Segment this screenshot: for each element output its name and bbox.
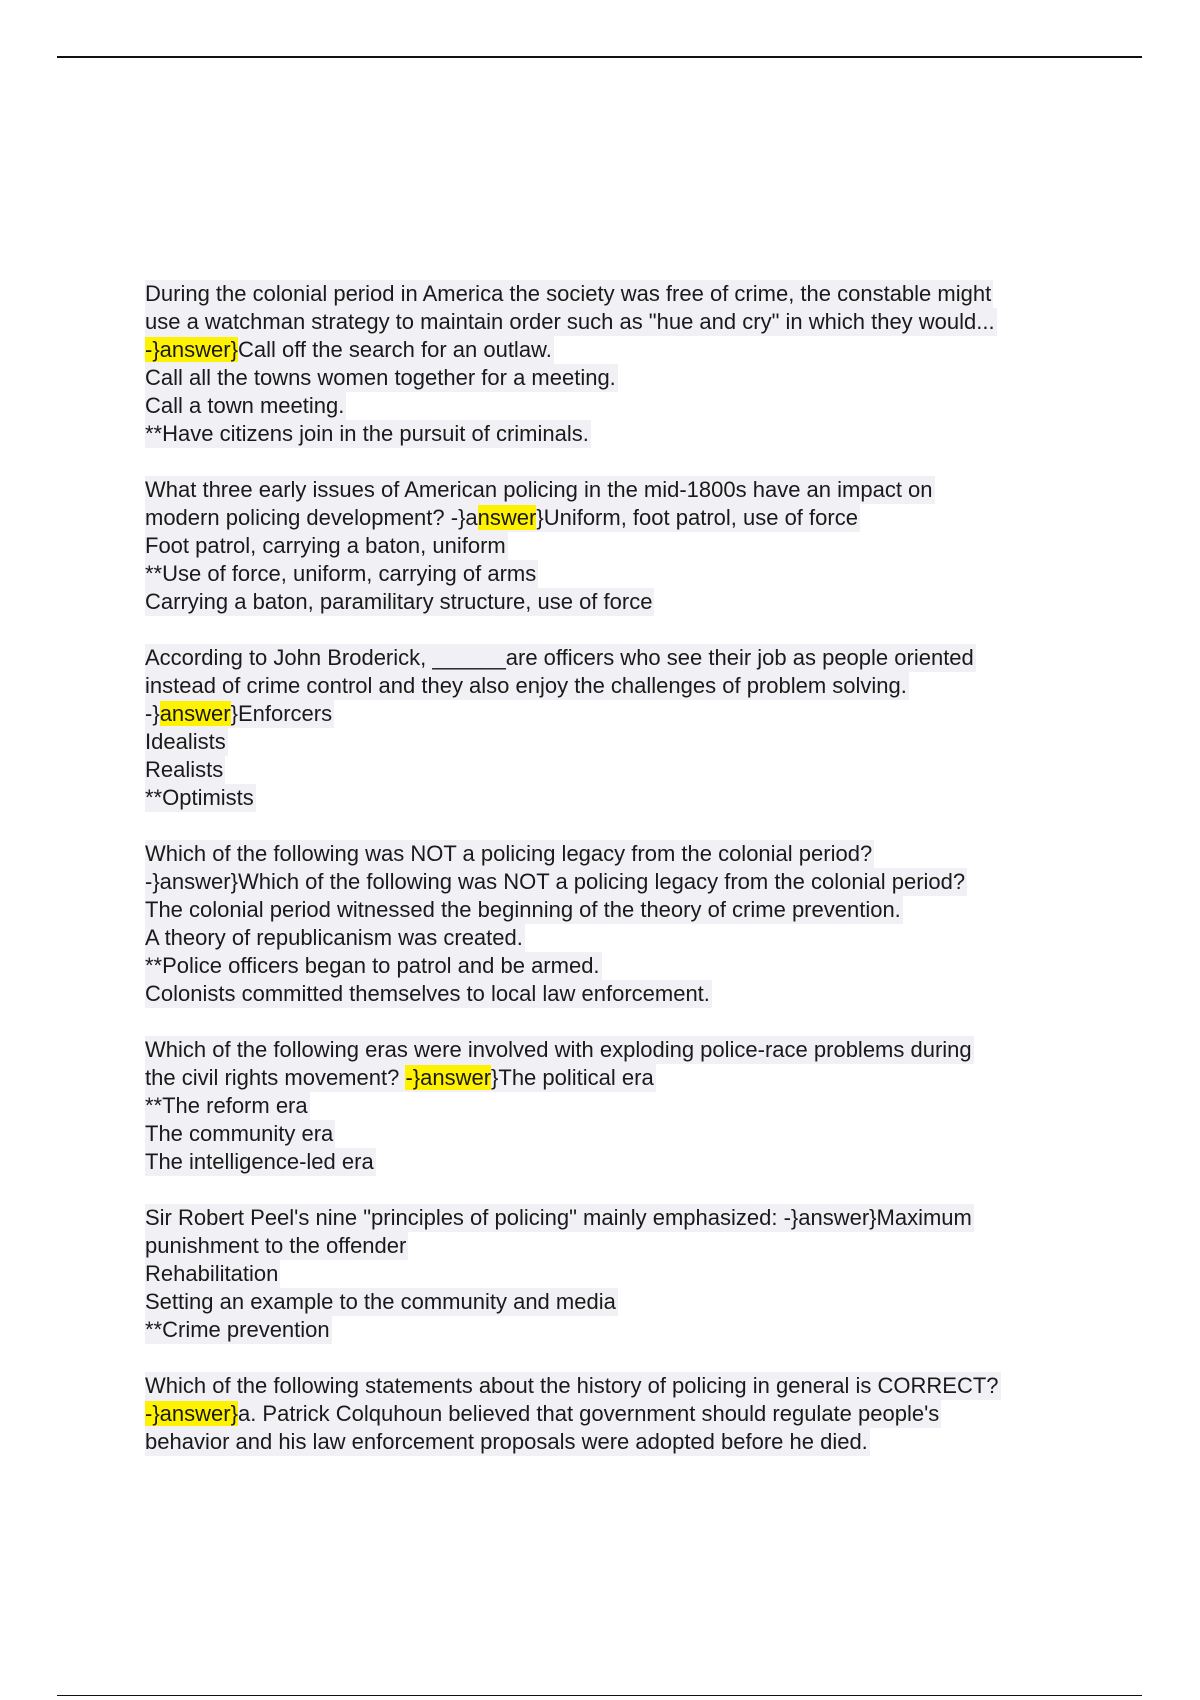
text-line (145, 1260, 280, 1288)
text-line (145, 1372, 1001, 1400)
text-line (145, 700, 334, 728)
text-line (145, 308, 997, 336)
text-segment: **Optimists (145, 785, 254, 810)
text-line (145, 1316, 332, 1344)
text-segment: Rehabilitation (145, 1261, 279, 1286)
text-segment: Call all the towns women together for a meeting. (145, 365, 616, 390)
text-line (145, 588, 654, 616)
text-segment: the civil rights movement? (145, 1065, 406, 1090)
text-line (145, 1148, 376, 1176)
text-segment: punishment to the offender (145, 1233, 407, 1258)
text-segment: What three early issues of American policing in the mid-1800s have an impact on (145, 477, 933, 502)
text-segment: During the colonial period in America the society was free of crime, the constable might (145, 281, 992, 306)
text-line (145, 476, 935, 504)
text-line (145, 1036, 974, 1064)
text-line (145, 980, 712, 1008)
text-line (145, 1064, 656, 1092)
document-body (145, 280, 1085, 1484)
highlighted-answer-marker: -}answer} (145, 1401, 238, 1426)
text-line (145, 1092, 310, 1120)
text-line (145, 840, 874, 868)
text-segment: Which of the following eras were involved with exploding police-race problems during (145, 1037, 972, 1062)
text-segment: Which of the following was NOT a policing legacy from the colonial period? (145, 841, 873, 866)
text-segment: Carrying a baton, paramilitary structure, use of force (145, 589, 653, 614)
text-line (145, 1232, 408, 1260)
text-segment: **Use of force, uniform, carrying of arms (145, 561, 537, 586)
question-block (145, 1036, 1085, 1176)
text-segment: **The reform era (145, 1093, 308, 1118)
text-segment: instead of crime control and they also enjoy the challenges of problem solving. (145, 673, 907, 698)
text-line (145, 1428, 870, 1456)
question-block (145, 644, 1085, 812)
text-segment: Colonists committed themselves to local law enforcement. (145, 981, 710, 1006)
text-line (145, 672, 909, 700)
text-line (145, 784, 256, 812)
highlighted-answer-marker: -}answer (405, 1065, 492, 1090)
text-segment: modern policing development? -}a (145, 505, 478, 530)
text-line (145, 364, 618, 392)
text-segment: Call a town meeting. (145, 393, 345, 418)
text-line (145, 756, 225, 784)
text-segment: A theory of republicanism was created. (145, 925, 523, 950)
text-line (145, 952, 602, 980)
question-block (145, 280, 1085, 448)
text-segment: Idealists (145, 729, 226, 754)
text-line (145, 560, 538, 588)
text-line (145, 420, 591, 448)
text-line (145, 1288, 618, 1316)
text-segment: behavior and his law enforcement proposals were adopted before he died. (145, 1429, 868, 1454)
question-block (145, 840, 1085, 1008)
question-block (145, 1372, 1085, 1456)
text-segment: }The political era (491, 1065, 654, 1090)
text-line (145, 392, 346, 420)
text-segment: **Police officers began to patrol and be armed. (145, 953, 600, 978)
question-block (145, 476, 1085, 616)
text-line (145, 1120, 335, 1148)
text-line (145, 728, 228, 756)
highlighted-answer-marker: -}answer} (145, 337, 238, 362)
text-segment: }Enforcers (230, 701, 333, 726)
highlighted-answer-marker: nswer (477, 505, 537, 530)
text-segment: The community era (145, 1121, 334, 1146)
text-segment: **Have citizens join in the pursuit of criminals. (145, 421, 589, 446)
text-line (145, 1204, 974, 1232)
text-line (145, 924, 525, 952)
text-line (145, 896, 903, 924)
text-segment: }Uniform, foot patrol, use of force (536, 505, 858, 530)
text-segment: The colonial period witnessed the beginning of the theory of crime prevention. (145, 897, 901, 922)
text-segment: Realists (145, 757, 224, 782)
text-segment: **Crime prevention (145, 1317, 330, 1342)
text-segment: According to John Broderick, ______are officers who see their job as people oriented (145, 645, 974, 670)
text-line (145, 868, 967, 896)
text-segment: use a watchman strategy to maintain order such as "hue and cry" in which they would... (145, 309, 995, 334)
text-line (145, 532, 508, 560)
text-line (145, 644, 976, 672)
text-segment: Foot patrol, carrying a baton, uniform (145, 533, 506, 558)
footer-rule (57, 1695, 1142, 1696)
text-segment: -}answer}Which of the following was NOT a policing legacy from the colonial period? (145, 869, 966, 894)
highlighted-answer-marker: answer (159, 701, 231, 726)
question-block (145, 1204, 1085, 1344)
text-segment: a. Patrick Colquhoun believed that government should regulate people's (237, 1401, 940, 1426)
text-segment: The intelligence-led era (145, 1149, 374, 1174)
text-segment: -} (145, 701, 160, 726)
text-line (145, 336, 554, 364)
text-line (145, 504, 860, 532)
text-segment: Setting an example to the community and media (145, 1289, 616, 1314)
text-line (145, 1400, 941, 1428)
header-rule (57, 56, 1142, 58)
text-segment: Call off the search for an outlaw. (237, 337, 552, 362)
text-line (145, 280, 993, 308)
text-segment: Which of the following statements about the history of policing in general is CORRECT? (145, 1373, 999, 1398)
text-segment: Sir Robert Peel's nine "principles of policing" mainly emphasized: -}answer}Maximum (145, 1205, 972, 1230)
